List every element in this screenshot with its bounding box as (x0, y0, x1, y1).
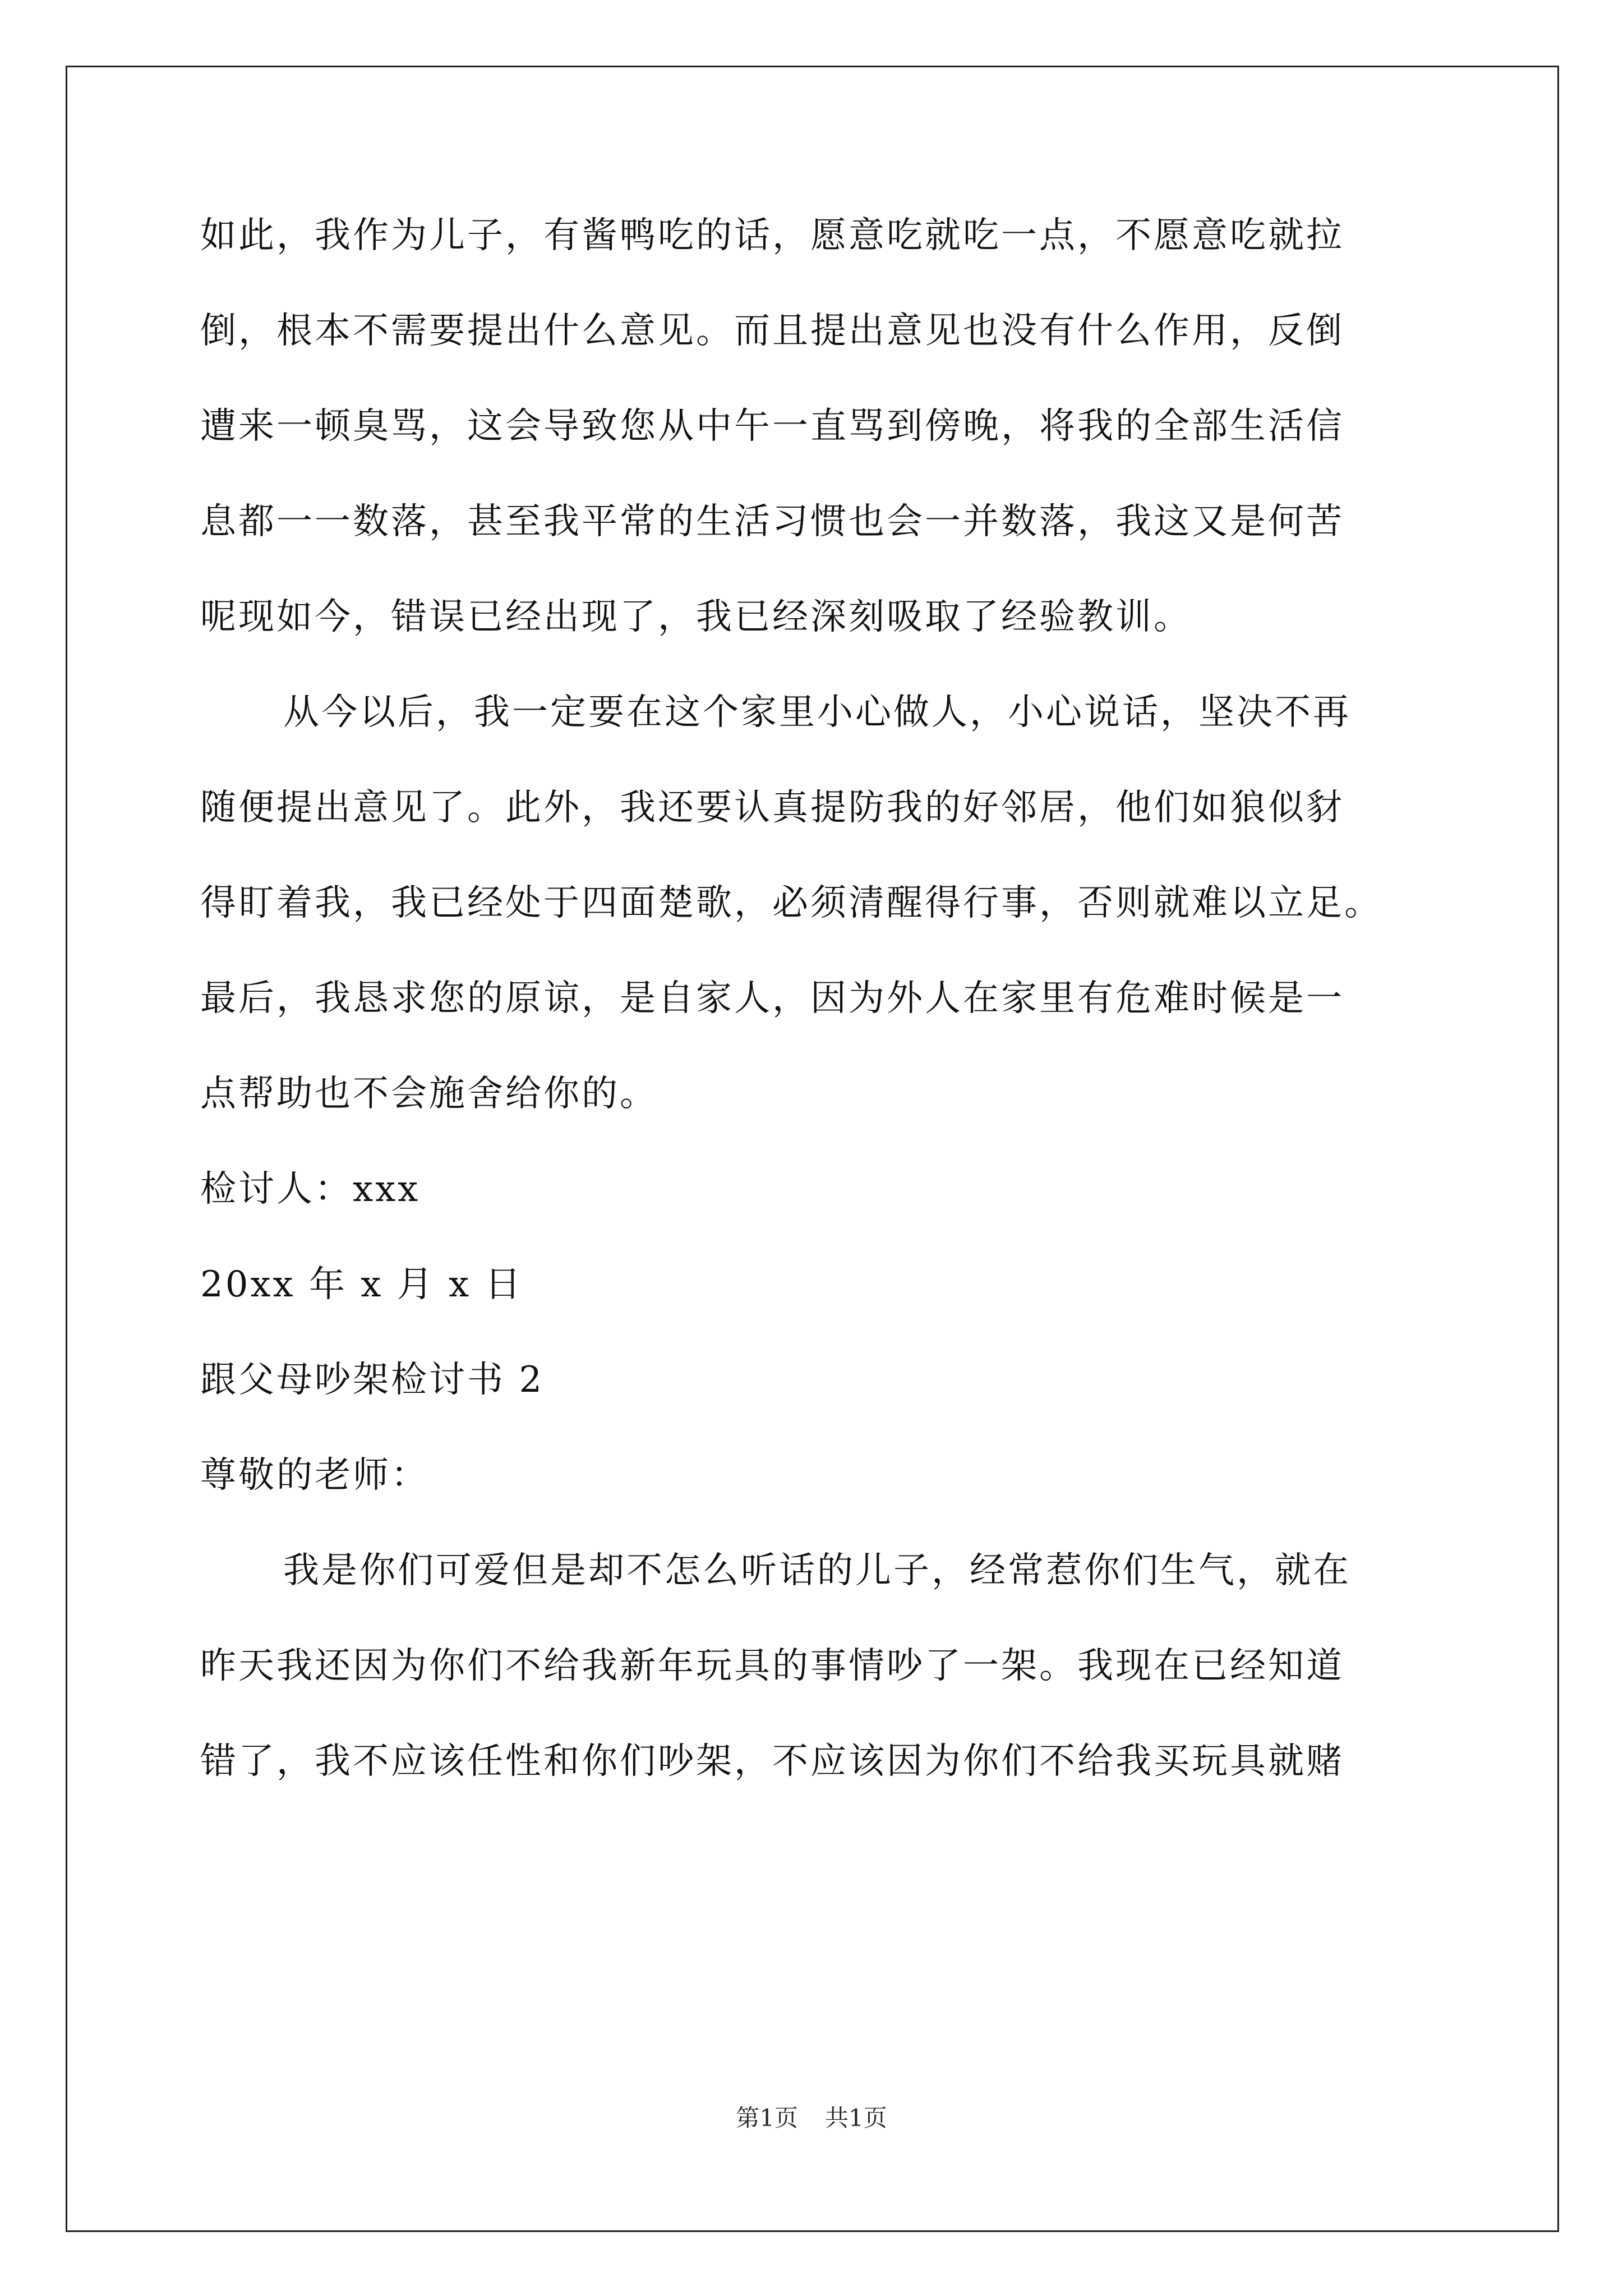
paragraph-line: 如此，我作为儿子，有酱鸭吃的话，愿意吃就吃一点，不愿意吃就拉 (200, 215, 1344, 256)
page-border (66, 66, 1559, 2232)
paragraph-line: 随便提出意见了。此外，我还要认真提防我的好邻居，他们如狼似豺 (200, 787, 1344, 829)
paragraph-line: 我是你们可爱但是却不怎么听话的儿子，经常惹你们生气，就在 (283, 1550, 1351, 1591)
page-total: 共1页 (825, 2104, 887, 2132)
paragraph-line: 错了，我不应该任性和你们吵架，不应该因为你们不给我买玩具就赌 (200, 1741, 1344, 1782)
page-number: 第1页 (736, 2104, 798, 2132)
paragraph-line: 倒，根本不需要提出什么意见。而且提出意见也没有什么作用，反倒 (200, 310, 1344, 352)
paragraph-line: 遭来一顿臭骂，这会导致您从中午一直骂到傍晚，将我的全部生活信 (200, 406, 1344, 447)
paragraph-line: 息都一一数落，甚至我平常的生活习惯也会一并数落，我这又是何苦 (200, 501, 1344, 542)
paragraph-line: 得盯着我，我已经处于四面楚歌，必须清醒得行事，否则就难以立足。 (200, 882, 1382, 924)
page-footer (0, 2102, 1623, 2134)
paragraph-line: 最后，我恳求您的原谅，是自家人，因为外人在家里有危难时候是一 (200, 978, 1344, 1019)
paragraph-line: 呢现如今，错误已经出现了，我已经深刻吸取了经验教训。 (200, 596, 1192, 638)
paragraph-line: 点帮助也不会施舍给你的。 (200, 1073, 658, 1115)
signature-line: 检讨人：xxx (200, 1168, 421, 1210)
paragraph-line: 昨天我还因为你们不给我新年玩具的事情吵了一架。我现在已经知道 (200, 1645, 1344, 1687)
date-line: 20xx 年 x 月 x 日 (200, 1264, 523, 1305)
salutation: 尊敬的老师： (200, 1455, 429, 1496)
paragraph-line: 从今以后，我一定要在这个家里小心做人，小心说话，坚决不再 (283, 692, 1351, 733)
section-title: 跟父母吵架检讨书 2 (200, 1359, 545, 1401)
